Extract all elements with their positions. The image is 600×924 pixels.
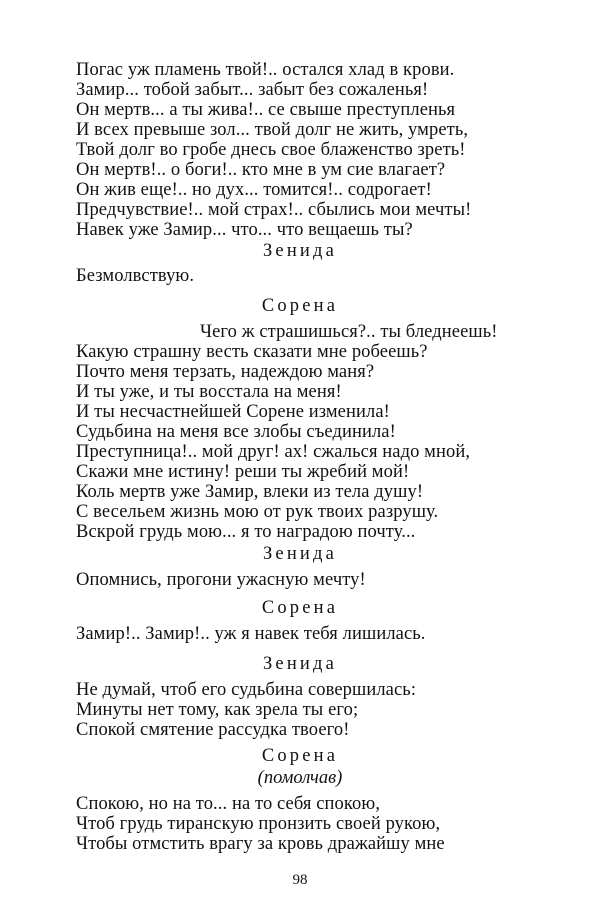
verse-line: Опомнись, прогони ужасную мечту! [76,570,366,590]
speaker-name: Зенида [262,544,338,564]
verse-line: Почто меня терзать, надеждою маня? [76,362,375,382]
verse-line: Спокою, но на то... на то себя спокою, [76,794,381,814]
verse-line: Он мертв!.. о боги!.. кто мне в ум сие влагает? [76,160,446,180]
verse-line: Он мертв... а ты жива!.. се свыше преступленья [76,100,456,120]
verse-line: Безмолвствую. [76,266,195,286]
speaker-name: Зенида [262,654,338,674]
verse-line: Спокой смятение рассудка твоего! [76,720,350,740]
verse-line: Предчувствие!.. мой страх!.. сбылись мои мечты! [76,200,472,220]
speaker-name: Зенида [262,241,338,261]
speaker-name: Сорена [261,746,339,766]
verse-line: Преступница!.. мой друг! ах! сжалься надо мной, [76,442,471,462]
speaker-name: Сорена [261,296,339,316]
verse-line: И ты несчастнейшей Сорене изменила! [76,402,390,422]
verse-line: И ты уже, и ты восстала на меня! [76,382,342,402]
verse-line: Чтоб грудь тиранскую пронзить своей рукою, [76,814,441,834]
verse-line: Замир!.. Замир!.. уж я навек тебя лишилась. [76,624,426,644]
verse-line: Он жив еще!.. но дух... томится!.. содрогает! [76,180,432,200]
verse-line: С весельем жизнь мою от рук твоих разрушу. [76,502,439,522]
verse-line: И всех превыше зол... твой долг не жить, умреть, [76,120,469,140]
verse-line: Твой долг во гробе днесь свое блаженство зреть! [76,140,466,160]
verse-line: Какую страшну весть сказати мне робеешь? [76,342,428,362]
verse-line: Скажи мне истину! реши ты жребий мой! [76,462,410,482]
verse-line: Погас уж пламень твой!.. остался хлад в крови. [76,60,455,80]
verse-line: Коль мертв уже Замир, влеки из тела душу! [76,482,424,502]
verse-line: Навек уже Замир... что... что вещаешь ты? [76,220,413,240]
verse-line: Судьбина на меня все злобы съединила! [76,422,396,442]
verse-line: Чтобы отмстить врагу за кровь дражайшу мне [76,834,445,854]
verse-line: Не думай, чтоб его судьбина совершилась: [76,680,417,700]
speaker-name: Сорена [261,598,339,618]
verse-line: Замир... тобой забыт... забыт без сожаленья! [76,80,429,100]
verse-line: Чего ж страшишься?.. ты бледнеешь! [200,322,498,342]
verse-line: Минуты нет тому, как зрела ты его; [76,700,359,720]
page-number: 98 [292,872,308,888]
stage-direction: (помолчав) [257,768,343,788]
verse-line: Вскрой грудь мою... я то наградою почту... [76,522,416,542]
